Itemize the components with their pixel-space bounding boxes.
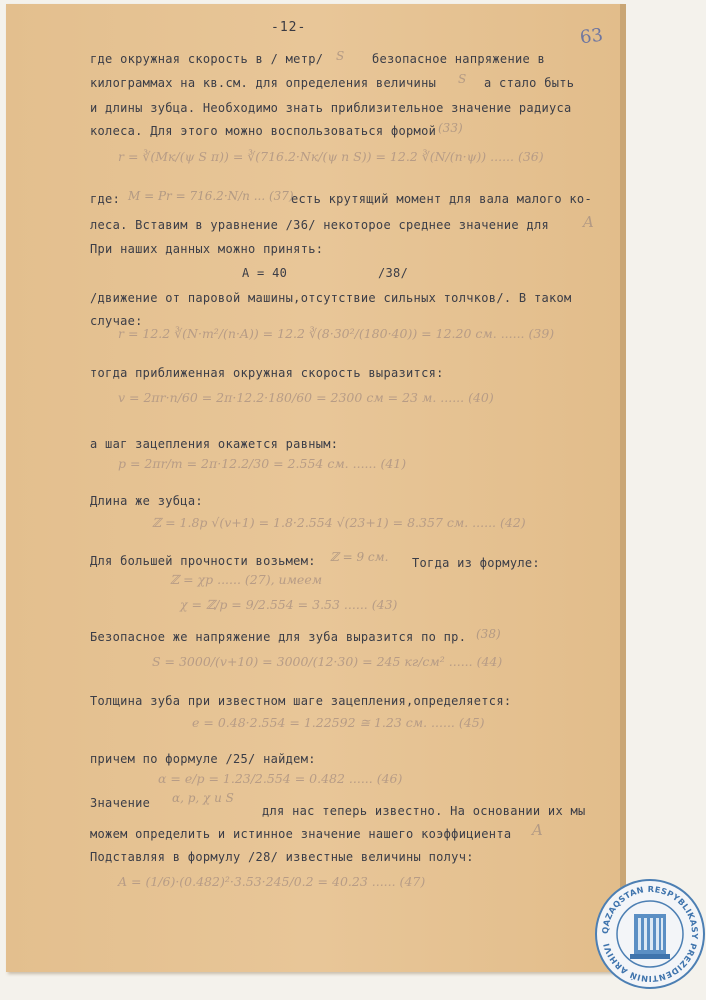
text-line-12: Длина же зубца:: [90, 494, 203, 508]
hand-s-symbol-1: S: [336, 49, 345, 63]
text-line-1b: безопасное напряжение в: [372, 52, 546, 66]
text-line-8: /движение от паровой машины,отсутствие сильных толчков/. В таком: [90, 291, 572, 305]
archive-stamp: [594, 878, 706, 990]
formula-final: A = (1/6)·(0.482)²·3.53·245/0.2 = 40.23 ...... (47): [118, 874, 426, 889]
text-line-11: а шаг зацепления окажется равным:: [90, 437, 339, 451]
formula-z-eq: ℤ = χp ...... (27), имеем: [170, 572, 323, 587]
text-line-4: колеса. Для этого можно воспользоваться формой: [90, 124, 437, 138]
text-line-16: причем по формуле /25/ найдем:: [90, 752, 316, 766]
text-line-6: леса. Вставим в уравнение /36/ некоторое среднее значение для: [90, 218, 550, 232]
formula-thickness: e = 0.48·2.554 = 1.22592 ≅ 1.23 см. ...... (45): [192, 715, 485, 730]
hand-a-symbol-1: A: [583, 213, 594, 231]
text-line-17b: для нас теперь известно. На основании их мы: [262, 804, 586, 818]
text-line-1: где окружная скорость в / метр/: [90, 52, 324, 66]
formula-speed: v = 2πr·n/60 = 2π·12.2·180/60 = 2300 см = 23 м. ...... (40): [118, 390, 494, 405]
text-line-5b: есть крутящий момент для вала малого ко-: [291, 192, 592, 206]
hand-s-symbol-2: S: [458, 72, 467, 86]
formula-length: ℤ = 1.8p √(v+1) = 1.8·2.554 √(23+1) = 8.357 см. ...... (42): [152, 515, 526, 530]
text-line-15: Толщина зуба при известном шаге зацепления,определяется:: [90, 694, 512, 708]
sheet-number: 63: [578, 24, 605, 49]
text-line-13b: Тогда из формуле:: [412, 556, 540, 570]
text-line-2: килограммах на кв.см. для определения величины: [90, 76, 437, 90]
hand-values-list: α, p, χ и S: [172, 791, 234, 805]
text-line-18: можем определить и истинное значение нашего коэффициента: [90, 827, 512, 841]
formula-radius: r = ∛(Mк/(ψ S π)) = ∛(716.2·Nк/(ψ n S)) = 12.2 ∛(N/(n·ψ)) ...... (36): [118, 149, 544, 164]
formula-r-calc: r = 12.2 ∛(N·m²/(n·A)) = 12.2 ∛(8·30²/(180·40)) = 12.20 см. ...... (39): [118, 326, 555, 341]
formula-alpha: α = e/p = 1.23/2.554 = 0.482 ...... (46): [158, 771, 403, 786]
text-ref-38: /38/: [378, 266, 409, 280]
formula-stress: S = 3000/(v+10) = 3000/(12·30) = 245 кг/см² ...... (44): [152, 654, 503, 669]
stamp-text: QAZAQSTAN RESPYBLIKASY PREZIDENTINIŃ ARHIVI: [599, 883, 701, 985]
text-line-9: случае:: [90, 314, 143, 328]
page-edge: [620, 4, 626, 972]
hand-a-symbol-2: A: [532, 821, 543, 839]
hand-z-value: ℤ = 9 см.: [330, 550, 389, 564]
text-line-14: Безопасное же напряжение для зуба выразится по пр.: [90, 630, 467, 644]
building-icon: [630, 914, 670, 959]
hand-ref-38: (38): [476, 627, 501, 641]
formula-pitch: p = 2πr/m = 2π·12.2/30 = 2.554 см. ...... (41): [118, 456, 407, 471]
text-line-19: Подставляя в формулу /28/ известные величины получ:: [90, 850, 474, 864]
page-number: -12-: [271, 20, 307, 35]
text-a-equals-40: А = 40: [242, 266, 288, 280]
text-line-5: где:: [90, 192, 121, 206]
text-line-2b: а стало быть: [484, 76, 575, 90]
formula-chi: χ = ℤ/p = 9/2.554 = 3.53 ...... (43): [180, 597, 398, 612]
text-line-17: Значение: [90, 796, 151, 810]
hand-torque: M = Pr = 716.2·N/n ... (37): [128, 189, 294, 203]
text-line-10: тогда приближенная окружная скорость выразится:: [90, 366, 444, 380]
document-page: [6, 4, 620, 972]
text-line-3: и длины зубца. Необходимо знать приблизительное значение радиуса: [90, 101, 572, 115]
text-line-13: Для большей прочности возьмем:: [90, 554, 316, 568]
text-line-7: При наших данных можно принять:: [90, 242, 324, 256]
hand-ref-33: (33): [438, 121, 463, 135]
